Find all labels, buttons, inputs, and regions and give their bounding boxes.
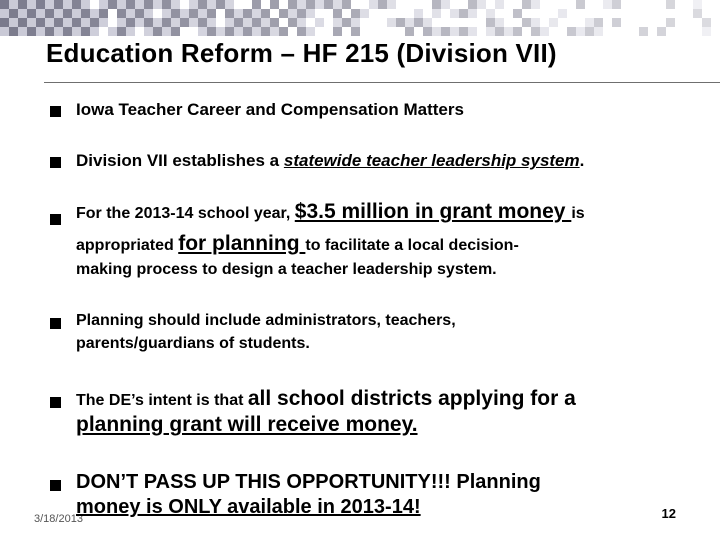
- checker-square: [306, 27, 315, 36]
- checker-square: [585, 18, 594, 27]
- checker-square: [135, 0, 144, 9]
- checker-square: [450, 27, 459, 36]
- checker-square: [234, 18, 243, 27]
- checker-square: [666, 0, 675, 9]
- checker-square: [252, 27, 261, 36]
- checker-square: [378, 0, 387, 9]
- checker-square: [18, 0, 27, 9]
- checker-square: [216, 27, 225, 36]
- checker-square: [54, 27, 63, 36]
- bullet-4-line-2: parents/guardians of students.: [76, 335, 310, 352]
- checker-square: [225, 27, 234, 36]
- checker-square: [342, 18, 351, 27]
- checker-square: [9, 27, 18, 36]
- bullet-square-icon: [50, 318, 61, 329]
- checker-square: [225, 18, 234, 27]
- checker-square: [531, 27, 540, 36]
- checker-square: [126, 27, 135, 36]
- checker-square: [504, 27, 513, 36]
- checker-squares: [0, 0, 711, 36]
- checker-square: [63, 9, 72, 18]
- checker-square: [423, 18, 432, 27]
- checker-square: [234, 27, 243, 36]
- checkerboard-decoration: [0, 0, 720, 40]
- checker-square: [288, 18, 297, 27]
- checker-square: [198, 18, 207, 27]
- checker-square: [486, 18, 495, 27]
- checker-square: [135, 18, 144, 27]
- checker-square: [207, 0, 216, 9]
- checker-square: [342, 0, 351, 9]
- checker-square: [513, 9, 522, 18]
- checker-square: [9, 9, 18, 18]
- checker-square: [36, 9, 45, 18]
- checker-square: [288, 9, 297, 18]
- checker-square: [306, 0, 315, 9]
- checker-square: [666, 18, 675, 27]
- checker-square: [81, 27, 90, 36]
- checker-square: [261, 27, 270, 36]
- checker-square: [531, 18, 540, 27]
- checker-square: [432, 9, 441, 18]
- checker-square: [468, 0, 477, 9]
- checker-square: [315, 18, 324, 27]
- checker-square: [540, 27, 549, 36]
- checker-square: [171, 27, 180, 36]
- checker-square: [54, 0, 63, 9]
- checker-square: [144, 18, 153, 27]
- checker-square: [162, 18, 171, 27]
- checker-square: [207, 27, 216, 36]
- checker-square: [558, 9, 567, 18]
- checker-square: [99, 9, 108, 18]
- checker-square: [198, 0, 207, 9]
- checker-square: [144, 27, 153, 36]
- checker-square: [576, 27, 585, 36]
- checker-square: [162, 9, 171, 18]
- checker-square: [261, 18, 270, 27]
- checker-square: [189, 9, 198, 18]
- checker-square: [117, 18, 126, 27]
- checker-square: [27, 27, 36, 36]
- checker-square: [477, 0, 486, 9]
- bullet-3-for-planning: for planning: [178, 232, 306, 255]
- checker-square: [198, 9, 207, 18]
- checker-square: [603, 0, 612, 9]
- checker-square: [513, 27, 522, 36]
- checker-square: [72, 27, 81, 36]
- checker-square: [360, 9, 369, 18]
- bullet-3-line2-pre: appropriated: [76, 237, 179, 254]
- bullet-3-line-3: making process to design a teacher leadership system.: [76, 261, 497, 278]
- checker-square: [693, 9, 702, 18]
- checker-square: [45, 27, 54, 36]
- bullet-3-line2-post: to facilitate a local decision-: [305, 237, 519, 254]
- checker-square: [423, 27, 432, 36]
- checker-square: [171, 0, 180, 9]
- checker-square: [324, 0, 333, 9]
- checker-square: [117, 27, 126, 36]
- bullet-5-line-2-text: planning grant will receive money.: [76, 413, 418, 436]
- checker-square: [72, 9, 81, 18]
- checker-square: [117, 0, 126, 9]
- checker-square: [126, 18, 135, 27]
- checker-square: [81, 18, 90, 27]
- checker-square: [0, 27, 9, 36]
- checker-square: [306, 9, 315, 18]
- bullet-5-line-2: [76, 413, 418, 437]
- checker-square: [0, 18, 9, 27]
- title-divider: [44, 82, 720, 83]
- checker-square: [297, 27, 306, 36]
- bullet-square-icon: [50, 480, 61, 491]
- bullet-5-pre: The DE’s intent is that: [76, 392, 248, 409]
- checker-square: [297, 9, 306, 18]
- checker-square: [207, 9, 216, 18]
- bullet-square-icon: [50, 157, 61, 168]
- checker-square: [414, 9, 423, 18]
- checker-square: [99, 18, 108, 27]
- checker-square: [468, 9, 477, 18]
- checker-square: [252, 9, 261, 18]
- checker-square: [126, 9, 135, 18]
- checker-square: [387, 0, 396, 9]
- checker-square: [270, 27, 279, 36]
- checker-square: [585, 27, 594, 36]
- checker-square: [387, 18, 396, 27]
- checker-square: [81, 0, 90, 9]
- checker-square: [333, 18, 342, 27]
- checker-square: [144, 0, 153, 9]
- checker-square: [270, 18, 279, 27]
- checker-square: [72, 0, 81, 9]
- checker-square: [63, 18, 72, 27]
- checker-square: [486, 27, 495, 36]
- checker-square: [252, 18, 261, 27]
- checker-square: [243, 18, 252, 27]
- checker-square: [243, 9, 252, 18]
- checker-square: [63, 27, 72, 36]
- checker-square: [153, 27, 162, 36]
- checker-square: [162, 27, 171, 36]
- checker-square: [144, 9, 153, 18]
- checker-square: [297, 18, 306, 27]
- checker-square: [252, 0, 261, 9]
- checker-square: [54, 18, 63, 27]
- checker-square: [594, 18, 603, 27]
- bullet-2-emphasis: statewide teacher leadership system: [283, 151, 580, 170]
- checker-square: [432, 27, 441, 36]
- checker-square: [90, 27, 99, 36]
- checker-square: [333, 0, 342, 9]
- checker-square: [45, 0, 54, 9]
- checker-square: [315, 0, 324, 9]
- checker-square: [189, 0, 198, 9]
- checker-square: [486, 9, 495, 18]
- checker-square: [594, 27, 603, 36]
- checker-square: [153, 18, 162, 27]
- checker-square: [612, 0, 621, 9]
- checker-square: [351, 9, 360, 18]
- checker-square: [495, 27, 504, 36]
- checker-square: [243, 27, 252, 36]
- checker-square: [207, 18, 216, 27]
- checker-square: [549, 18, 558, 27]
- checker-square: [99, 0, 108, 9]
- checker-square: [441, 27, 450, 36]
- bullet-3-amount: $3.5 million in grant money: [294, 200, 572, 223]
- checker-square: [18, 9, 27, 18]
- checker-square: [702, 18, 711, 27]
- checker-square: [135, 9, 144, 18]
- checker-square: [9, 0, 18, 9]
- checker-square: [27, 9, 36, 18]
- checker-square: [288, 0, 297, 9]
- bullet-2-post: .: [579, 151, 585, 170]
- bullet-3-pre: For the 2013-14 school year,: [76, 205, 295, 222]
- checker-square: [450, 9, 459, 18]
- bullet-6-line-1: DON’T PASS UP THIS OPPORTUNITY!!! Planning: [76, 471, 541, 493]
- checker-square: [18, 18, 27, 27]
- checker-square: [279, 27, 288, 36]
- checker-square: [171, 9, 180, 18]
- checker-square: [54, 9, 63, 18]
- footer-date: 3/18/2013: [34, 513, 83, 525]
- checker-square: [72, 18, 81, 27]
- checker-square: [639, 27, 648, 36]
- checker-square: [522, 18, 531, 27]
- checker-square: [531, 0, 540, 9]
- checker-square: [180, 18, 189, 27]
- checker-square: [18, 27, 27, 36]
- checker-square: [108, 0, 117, 9]
- checker-square: [405, 27, 414, 36]
- checker-square: [108, 27, 117, 36]
- checker-square: [9, 18, 18, 27]
- checker-square: [702, 27, 711, 36]
- checker-square: [0, 9, 9, 18]
- checker-square: [0, 0, 9, 9]
- checker-square: [126, 0, 135, 9]
- bullet-5-line-1: [76, 387, 576, 411]
- checker-square: [459, 27, 468, 36]
- checker-square: [432, 0, 441, 9]
- checker-square: [225, 9, 234, 18]
- bullet-3-line-1: [76, 200, 585, 224]
- checker-square: [216, 0, 225, 9]
- checker-square: [405, 18, 414, 27]
- checker-square: [495, 0, 504, 9]
- checker-square: [234, 9, 243, 18]
- checker-square: [369, 0, 378, 9]
- checker-square: [693, 0, 702, 9]
- slide-title: Education Reform – HF 215 (Division VII): [46, 38, 557, 68]
- bullet-2-text: [76, 151, 584, 171]
- checker-square: [297, 0, 306, 9]
- page-number: 12: [661, 506, 676, 521]
- checker-square: [198, 27, 207, 36]
- checker-square: [261, 9, 270, 18]
- bullet-5-emphasis: all school districts applying for a: [247, 387, 576, 410]
- bullet-4-line-1: Planning should include administrators, teachers,: [76, 312, 456, 329]
- checker-square: [153, 0, 162, 9]
- checker-square: [612, 18, 621, 27]
- checker-square: [567, 27, 576, 36]
- bullet-2-pre: Division VII establishes a: [76, 151, 284, 170]
- checker-square: [27, 0, 36, 9]
- checker-square: [468, 27, 477, 36]
- checker-square: [81, 9, 90, 18]
- bullet-6-line-2: [76, 496, 720, 519]
- bullet-square-icon: [50, 214, 61, 225]
- checker-square: [45, 9, 54, 18]
- bullet-square-icon: [50, 106, 61, 117]
- checker-square: [270, 0, 279, 9]
- checker-square: [225, 0, 234, 9]
- checker-square: [45, 18, 54, 27]
- checker-square: [90, 18, 99, 27]
- checker-square: [576, 0, 585, 9]
- checker-square: [162, 0, 171, 9]
- checker-square: [495, 18, 504, 27]
- checker-square: [90, 9, 99, 18]
- checker-square: [414, 18, 423, 27]
- checker-square: [27, 18, 36, 27]
- checker-square: [351, 18, 360, 27]
- checker-square: [36, 0, 45, 9]
- checker-square: [657, 27, 666, 36]
- checker-square: [441, 0, 450, 9]
- bullet-3-line-2: [76, 232, 519, 256]
- bullet-6-line-2-text: money is ONLY available in 2013-14!: [76, 496, 421, 518]
- checker-square: [63, 0, 72, 9]
- checker-square: [180, 9, 189, 18]
- bullet-1-text: Iowa Teacher Career and Compensation Matters: [76, 100, 464, 119]
- checker-square: [396, 18, 405, 27]
- checker-square: [351, 27, 360, 36]
- checker-square: [189, 18, 198, 27]
- checker-square: [459, 9, 468, 18]
- checker-square: [36, 27, 45, 36]
- checker-square: [171, 18, 180, 27]
- bullet-3-mid: is: [571, 205, 585, 222]
- checker-square: [522, 0, 531, 9]
- bullet-square-icon: [50, 397, 61, 408]
- checker-square: [333, 9, 342, 18]
- checker-square: [36, 18, 45, 27]
- checker-square: [117, 9, 126, 18]
- checker-square: [333, 27, 342, 36]
- checker-square: [279, 9, 288, 18]
